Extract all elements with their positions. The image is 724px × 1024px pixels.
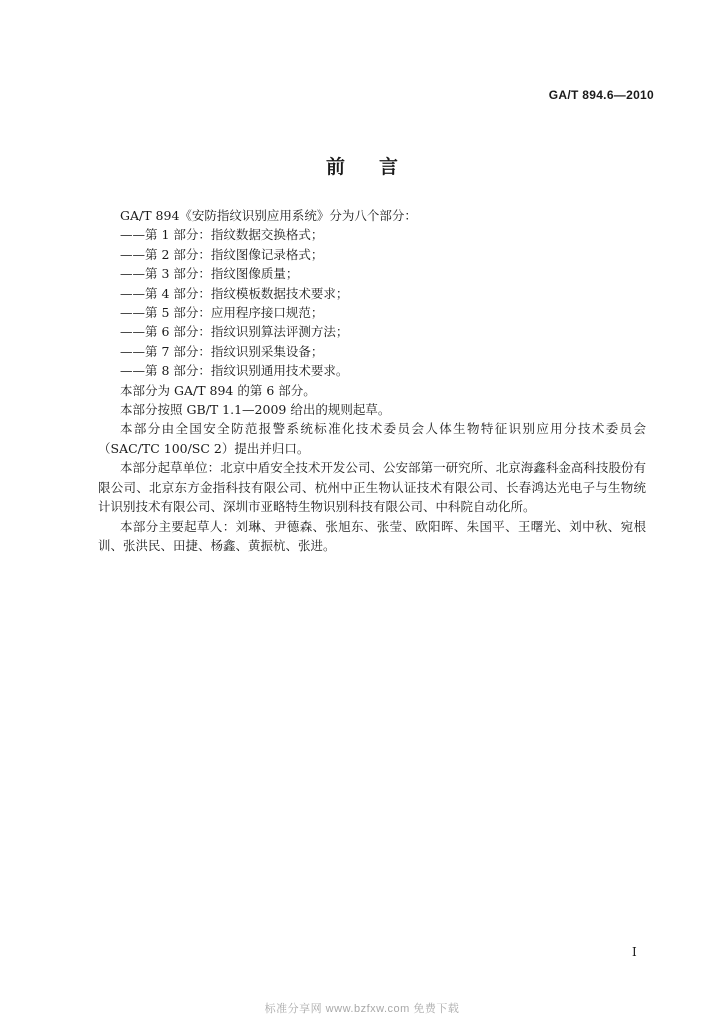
- list-item: ——第 1 部分：指纹数据交换格式；: [120, 227, 324, 243]
- list-item: ——第 4 部分：指纹模板数据技术要求；: [120, 285, 349, 301]
- watermark: 标准分享网 www.bzfxw.com 免费下载: [264, 1003, 460, 1015]
- parts-list: [98, 225, 646, 380]
- document-body: [98, 206, 646, 555]
- paragraph: 本部分起草单位：北京中盾安全技术开发公司、公安部第一研究所、北京海鑫科金高科技股份有限公司、北京东方金指科技有限公司、杭州中正生物认证技术有限公司、长春鸿达光电子与生物统计识别技术有限公司、深圳市亚略特生物识别科技有限公司、中科院自动化所。: [98, 460, 646, 515]
- page-number: I: [632, 945, 637, 959]
- list-item: ——第 2 部分：指纹图像记录格式；: [120, 246, 324, 262]
- list-item: ——第 8 部分：指纹识别通用技术要求。: [120, 363, 349, 379]
- standard-code: GA/T 894.6—2010: [548, 88, 654, 102]
- list-item: ——第 6 部分：指纹识别算法评测方法；: [120, 324, 349, 340]
- intro-paragraph: GA/T 894《安防指纹识别应用系统》分为八个部分：: [120, 208, 417, 223]
- list-item: ——第 5 部分：应用程序接口规范；: [120, 305, 324, 321]
- paragraph: 本部分主要起草人：刘琳、尹德森、张旭东、张莹、欧阳晖、朱国平、王曙光、刘中秋、宛根训、张洪民、田捷、杨鑫、黄振杭、张进。: [98, 518, 646, 553]
- paragraph: 本部分按照 GB/T 1.1—2009 给出的规则起草。: [120, 402, 391, 418]
- paragraph: 本部分由全国安全防范报警系统标准化技术委员会人体生物特征识别应用分技术委员会（SAC/TC 100/SC 2）提出并归口。: [98, 421, 646, 456]
- paragraph: 本部分为 GA/T 894 的第 6 部分。: [120, 382, 316, 398]
- page-title: 前言: [325, 156, 432, 178]
- list-item: ——第 7 部分：指纹识别采集设备；: [120, 343, 324, 359]
- list-item: ——第 3 部分：指纹图像质量；: [120, 266, 299, 282]
